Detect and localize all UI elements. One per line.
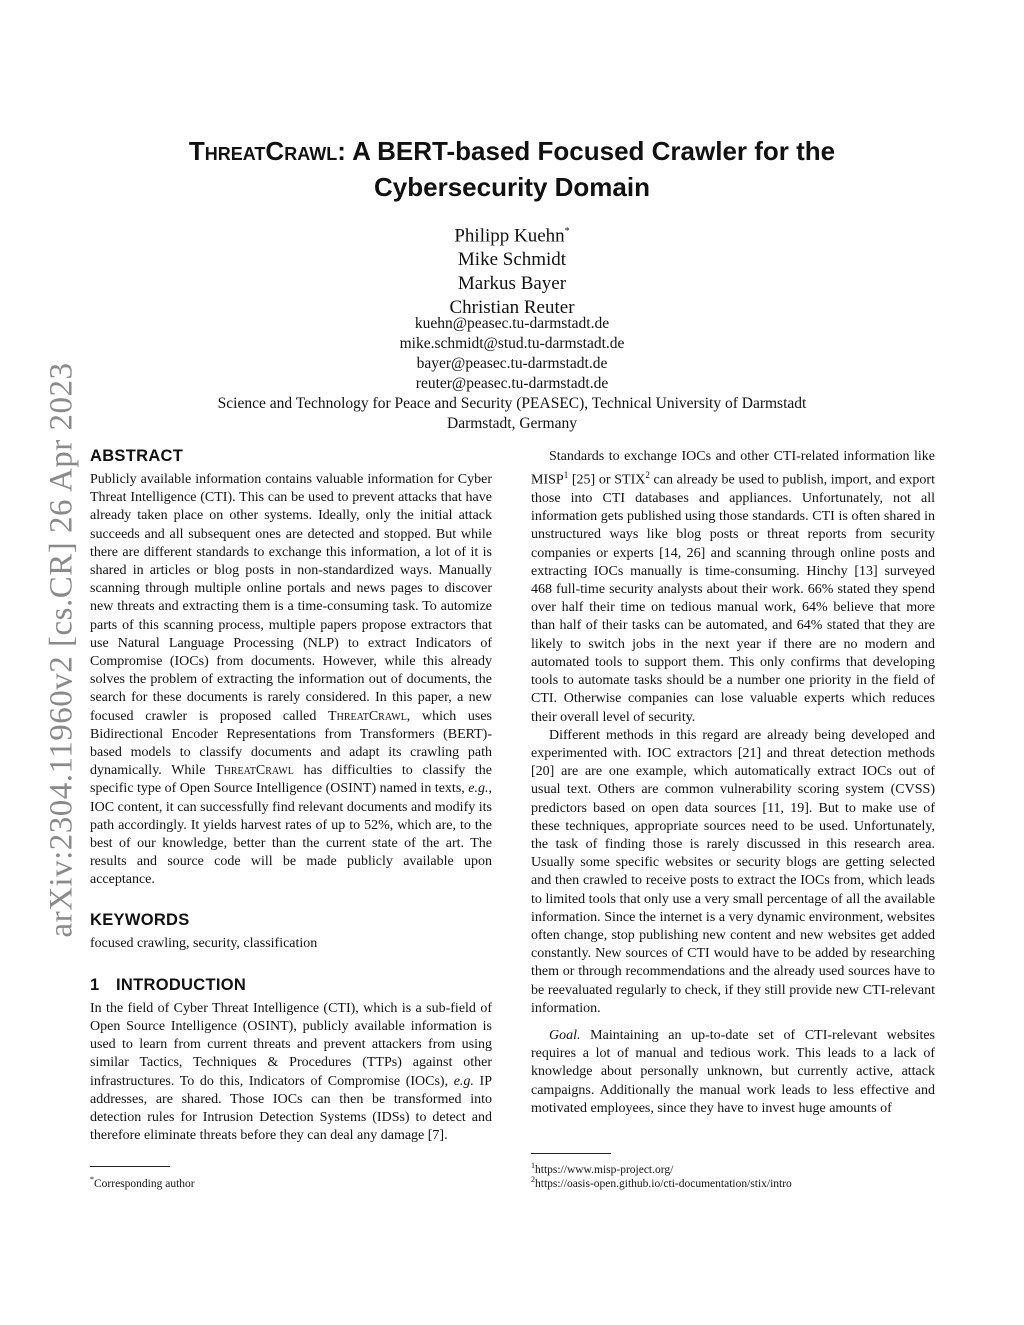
section-title: INTRODUCTION [116,975,247,994]
section-heading [90,975,492,995]
system-name: ThreatCrawl [188,136,338,166]
system-name: ThreatCrawl [215,763,294,779]
section-number: 1 [90,975,100,994]
footnote-rule [90,1166,170,1167]
author-email: bayer@peasec.tu-darmstadt.de [416,355,608,372]
author-email: mike.schmidt@stud.tu-darmstadt.de [399,335,625,352]
body-paragraph: Different methods in this regard are already being developed and experimented with. IOC extractors [21] and threat detection methods [20] are are one example, which automatically extract IOCs out of usual text. Others are common vulnerability scoring system (CVSS) predictors based on open data sources [11, 19]. But to make use of these techniques, appropriate sources need to be used. Unfortunately, the task of finding those is rarely discussed in this research area. Usually some specific websites or security blogs are getting selected and then crawled to receive posts to extract the IOCs from, which leads to limited tools that only use a very small percentage of all the available information. Since the internet is a very dynamic environment, websites often change, stop publishing new content and new websites get added constantly. New sources of CTI would have to be added by researching them or through recommendations and the already used sources have to be reevaluated regularly to check, if they still provide new CTI-relevant information. [531,727,935,1016]
author-list [130,220,894,320]
keywords-heading: KEYWORDS [90,910,190,929]
title-line-2: Cybersecurity Domain [374,172,650,202]
goal-paragraph: Goal. Maintaining an up-to-date set of CTI-relevant websites requires a lot of manual and tedious work. This leads to a lack of knowledge about personally unknown, but currently active, attack campaigns. Additionally the manual work leads to less effective and motivated employees, since they have to invest huge amounts of [531,1027,935,1116]
title-line-1: : A BERT-based Focused Crawler for the [337,136,836,166]
footnote-corresponding: *Corresponding author [90,1175,195,1190]
paper-title [130,133,894,205]
footnote-rule [531,1153,611,1154]
author-email: reuter@peasec.tu-darmstadt.de [415,375,609,392]
intro-paragraph: In the field of Cyber Threat Intelligence (CTI), which is a sub-field of Open Source Intelligence (OSINT), publicly available information is used to learn from current threats and prevent attackers from using similar Tactics, Techniques & Procedures (TTPs) against other infrastructures. To do this, Indicators of Compromise (IOCs), e.g. IP addresses, are shared. Those IOCs can then be transformed into detection rules for Intrusion Detection Systems (IDSs) to detect and therefore eliminate threats before they can deal any damage [7]. [90,1000,493,1144]
author-name: Markus Bayer [457,273,567,295]
keywords-text: focused crawling, security, classification [90,935,318,951]
right-column [531,448,935,1118]
author-name: Philipp Kuehn* [454,225,570,247]
location: Darmstadt, Germany [447,415,577,432]
body-paragraph: Standards to exchange IOCs and other CTI-related information like MISP$^1$ [25] or STIX$^2$ can already be used to publish, import, and export those into CTI databases and appliances. Unfortunately, not all information gets published using those standards. CTI is often shared in unstructured ways like blog posts or threat reports from security companies or experts [14, 26] and scanning through online posts and extracting IOCs manually is time-consuming. Hinchy [13] surveyed 468 full-time security analysts about their work. 66% stated they spend over half their time on tedious manual work, 64% believe that more than half of their tasks can be automated, and 64% stated that they are likely to switch jobs in the next year if there are no modern and automated tools to support them. This only confirms that developing tools to automate tasks should be a number one priority in the field of CTI. Otherwise companies can lose valuable experts which reduces their overall level of security. [531,449,935,725]
author-email: kuehn@peasec.tu-darmstadt.de [414,315,610,332]
arxiv-identifier: arXiv:2304.11960v2 [cs.CR] 26 Apr 2023 [43,362,80,938]
footnote-misp: $^1$https://www.misp-project.org/ [531,1161,674,1176]
paragraph-label: Goal. [549,1027,581,1043]
corresponding-mark: * [564,226,570,237]
footnote-stix: $^2$https://oasis-open.github.io/cti-documentation/stix/intro [531,1175,792,1190]
footnote-mark: 2 [645,470,650,481]
left-column [90,446,492,1146]
affiliation-block [100,314,924,434]
author-name: Christian Reuter [449,297,575,319]
footnote-mark: 1 [563,470,569,481]
abstract-text: Publicly available information contains valuable information for Cyber Threat Intelligence (CTI). This can be used to prevent attacks that have already taken place on other systems. Ideally, only the initial attack succeeds and all subsequent ones are detected and stopped. But while there are different standards to exchange this information, a lot of it is shared in articles or blog posts in non-standardized ways. Manually scanning through multiple online portals and news pages to discover new threats and extracting them is a time-consuming task. To automize parts of this scanning process, multiple papers propose extractors that use Natural Language Processing (NLP) to extract Indicators of Compromise (IOCs) from documents. However, while this already solves the problem of extracting the information out of documents, the search for these documents is rarely considered. In this paper, a new focused crawler is proposed called ThreatCrawl, which uses Bidirectional Encoder Representations from Transformers (BERT)-based models to classify documents and adapt its crawling path dynamically. While ThreatCrawl has difficulties to classify the specific type of Open Source Intelligence (OSINT) named in texts, e.g., IOC content, it can successfully find relevant documents and modify its path accordingly. It yields harvest rates of up to 52%, which are, to the best of our knowledge, better than the current state of the art. The results and source code will be made publicly available upon acceptance. [90,472,493,888]
affiliation: Science and Technology for Peace and Security (PEASEC), Technical University of Darmstadt [217,395,807,412]
author-name: Mike Schmidt [457,249,567,271]
abstract-heading: ABSTRACT [90,447,184,465]
system-name: ThreatCrawl [328,708,407,724]
